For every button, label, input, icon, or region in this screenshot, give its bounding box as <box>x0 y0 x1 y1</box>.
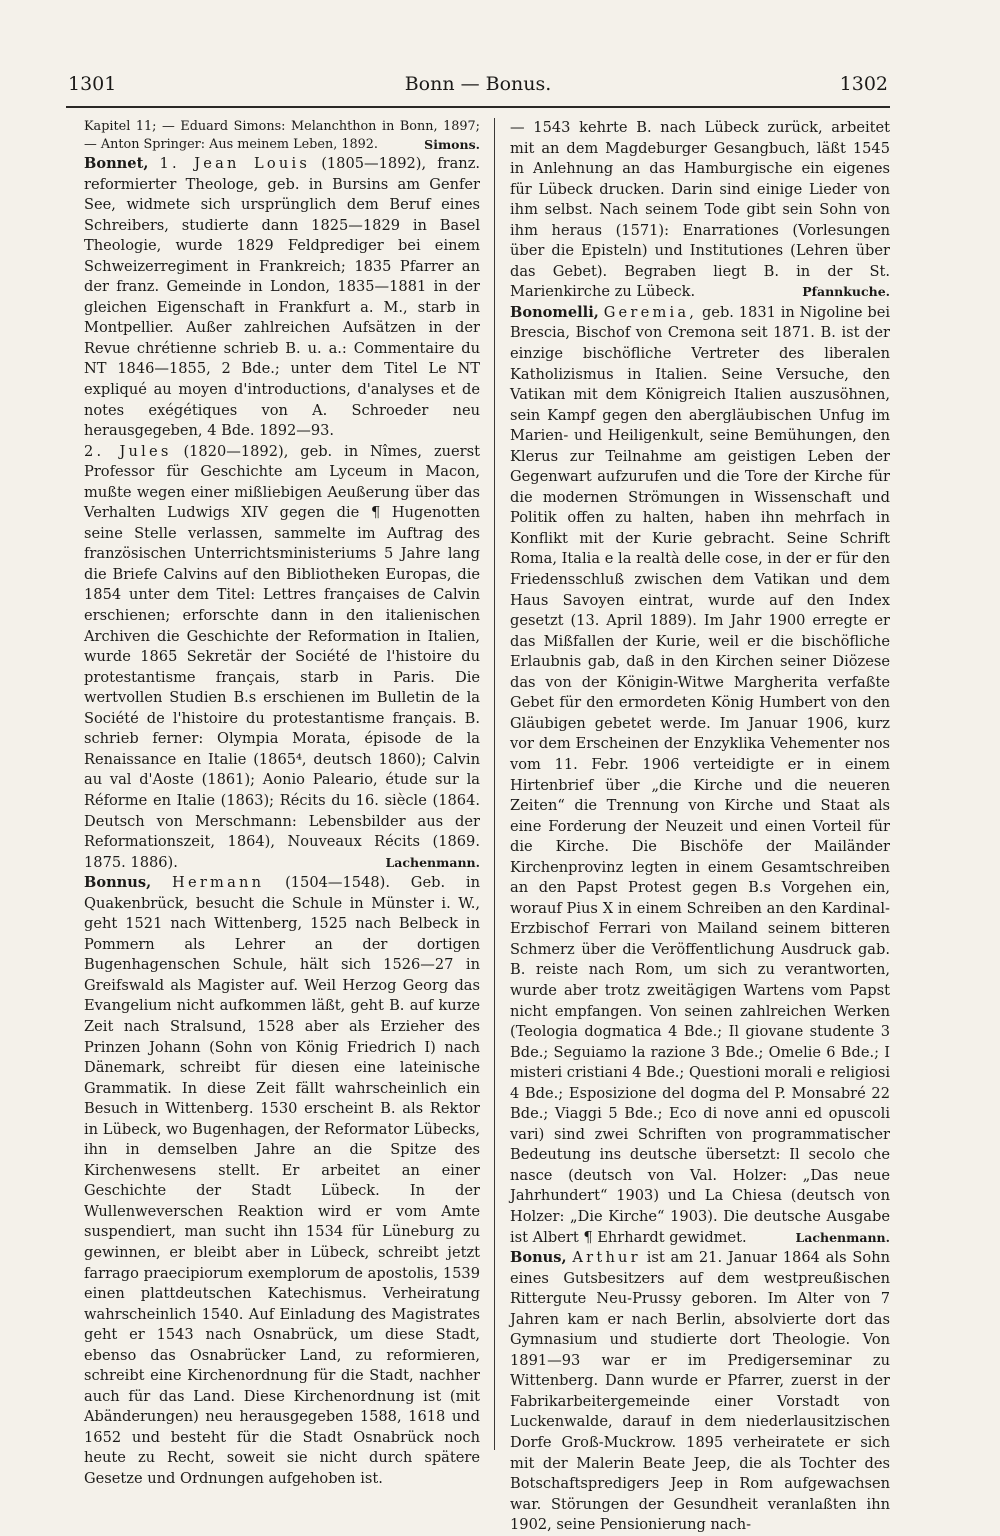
entry-name: Geremia, <box>603 303 698 321</box>
entry-bonnus-continued <box>510 118 890 303</box>
entry-text: (1820—1892), geb. in Nîmes, zuerst Professor für Geschichte am Lyceum in Macon, mußte wegen einer mißliebigen Aeußerung über das Verhalten Ludwigs XIV gegen die ¶ Hugenotten seine Stelle verlassen, sammelte im Auftrag des französischen Unterrichtsministeriums 5 Jahre lang die Briefe Calvins auf den Bibliotheken Europas, die 1854 unter dem Titel: Lettres françaises de Calvin erschienen; erforschte dann in den italienischen Archiven die Geschichte der Reformation in Italien, wurde 1865 Sekretär der Société de l'histoire du protestantisme français, starb in Paris. Die wertvollen Studien B.s erschienen im Bulletin de la Société de l'histoire du protestantisme français. B. schrieb ferner: Olympia Morata, épisode de la Renaissance en Italie (1865⁴, deutsch 1860); Calvin au val d'Aoste (1861); Aonio Paleario, étude sur la Réforme en Italie (1863); Récits du 16. siècle (1864. Deutsch von Merschmann: Lebensbilder aus der Reformationszeit, 1864), Nouveaux Récits (1869. 1875. 1886). <box>84 442 480 871</box>
bonn-bibliography-text: Kapitel 11; — Eduard Simons: Melanchthon in Bonn, 1897; — Anton Springer: Aus meinem Leben, 1892. <box>84 119 480 152</box>
author-signature: Pfannkuche. <box>802 284 890 300</box>
entry-name: 1. Jean Louis <box>159 155 311 172</box>
author-signature: Simons. <box>424 137 480 152</box>
running-title: Bonn — Bonus. <box>404 73 552 95</box>
author-signature: Lachenmann. <box>385 854 480 870</box>
entry-name: Arthur <box>572 1249 641 1267</box>
page-header <box>68 66 888 102</box>
left-column <box>84 118 480 1490</box>
bonn-bibliography <box>84 118 480 154</box>
entry-text: (1805—1892), franz. reformierter Theologe, geb. in Bursins am Genfer See, widmete sich ursprünglich dem Beruf eines Schreibers, studierte dann 1825—1829 in Basel Theologie, wurde 1829 Feldprediger bei einem Schweizerregiment in Frankreich; 1835 Pfarrer an der franz. Gemeinde in London, 1835—1881 in der gleichen Eigenschaft in Frankfurt a. M., starb in Montpellier. Außer zahlreichen Aufsätzen in der Revue chrétienne schrieb B. u. a.: Commentaire du NT 1846—1855, 2 Bde.; unter dem Titel Le NT expliqué au moyen d'introductions, d'analyses et de notes exégétiques von A. Schroeder neu herausgegeben, 4 Bde. 1892—93. <box>84 155 481 440</box>
header-rule <box>66 106 890 108</box>
author-signature: Lachenmann. <box>795 1229 890 1245</box>
entry-bonus <box>510 1248 890 1536</box>
right-column <box>510 118 890 1536</box>
left-page-number: 1301 <box>68 73 117 95</box>
entry-text: — 1543 kehrte B. nach Lübeck zurück, arbeitet mit an dem Magdeburger Gesangbuch, läßt 1545 in Anlehnung an das Hamburgische ein eigenes für Lübeck drucken. Darin sind einige Lieder von ihm selbst. Nach seinem Tode gibt sein Sohn von ihm heraus (1571): Enarrationes (Vorlesungen über die Episteln) und Institutiones (Lehren über das Gebet). Begraben liegt B. in der St. Marienkirche zu Lübeck. <box>510 119 890 301</box>
entry-bonnet-1 <box>84 154 480 442</box>
lemma-bonomelli: Bonomelli, <box>510 303 599 321</box>
entry-bonnet-2 <box>84 442 480 873</box>
entry-text: (1504—1548). Geb. in Quakenbrück, besucht die Schule in Münster i. W., geht 1521 nach Wittenberg, 1525 nach Belbeck in Pommern als Lehrer an der dortigen Bugenhagenschen Schule, hält sich 1526—27 in Greifswald als Magister auf. Weil Herzog Georg das Evangelium nicht aufkommen läßt, geht B. auf kurze Zeit nach Stralsund, 1528 aber als Erzieher des Prinzen Johann (Sohn von König Friedrich I) nach Dänemark, schreibt für diesen eine lateinische Grammatik. In diese Zeit fällt wahrscheinlich ein Besuch in Wittenberg. 1530 erscheint B. als Rektor in Lübeck, wo Bugenhagen, der Reformator Lübecks, ihn in demselben Jahre an die Spitze des Kirchenwesens stellt. Er arbeitet an einer Geschichte der Stadt Lübeck. In der Wullenweverschen Reaktion wird er vom Amte suspendiert, man sucht ihn 1534 für Lüneburg zu gewinnen, er bleibt aber in Lübeck, schreibt jetzt farrago praecipiorum exemplorum de apostolis, 1539 einen plattdeutschen Katechismus. Verheiratung wahrscheinlich 1540. Auf Einladung des Magistrates geht er 1543 nach Osnabrück, um diese Stadt, ebenso das Osnabrücker Land, zu reformieren, schreibt eine Kirchenordnung für die Stadt, nachher auch für das Land. Diese Kirchenordnung ist (mit Abänderungen) neu herausgegeben 1588, 1618 und 1652 und besteht für die Stadt Osnabrück noch heute zu Recht, soweit sie nicht durch spätere Gesetze und Ordnungen aufgehoben ist. <box>84 874 480 1487</box>
entry-bonomelli <box>510 303 890 1248</box>
lemma-bonus: Bonus, <box>510 1249 567 1267</box>
lemma-bonnet: Bonnet, <box>84 155 149 172</box>
entry-bonnus <box>84 873 480 1489</box>
entry-text: geb. 1831 in Nigoline bei Brescia, Bischof von Cremona seit 1871. B. ist der einzige bischöfliche Vertreter des liberalen Katholizismus in Italien. Seine Versuche, den Vatikan mit dem Königreich Italien auszusöhnen, sein Kampf gegen den abergläubischen Unfug im Marien- und Heiligenkult, seine Bemühungen, den Klerus zur Teilnahme am geistigen Leben der Gegenwart aufzurufen und die Tore der Kirche für die modernen Strömungen in Wissenschaft und Politik offen zu halten, haben ihn mehrfach in Konflikt mit der Kurie gebracht. Seine Schrift Roma, Italia e la realtà delle cose, in der er für den Friedensschluß zwischen dem Vatikan und dem Haus Savoyen eintrat, wurde auf den Index gesetzt (13. April 1889). Im Jahr 1900 erregte er das Mißfallen der Kurie, weil er die bischöfliche Erlaubnis gab, daß in den Kirchen seiner Diözese das von der Königin-Witwe Margherita verfaßte Gebet für den ermordeten König Humbert von den Gläubigen gebetet werde. Im Januar 1906, kurz vor dem Erscheinen der Enzyklika Vehementer nos vom 11. Febr. 1906 verteidigte er in einem Hirtenbrief über „die Kirche und die neueren Zeiten“ die Trennung von Kirche und Staat als eine Forderung der Neuzeit und einen Vorteil für die Kirche. Die Bischöfe der Mailänder Kirchenprovinz legten in einem Gesamtschreiben an den Papst Protest gegen B.s Vorgehen ein, worauf Pius X in einem Schreiben an den Kardinal-Erzbischof Ferrari von Mailand seinem bitteren Schmerz über die Veröffentlichung Ausdruck gab. B. reiste nach Rom, um sich zu verantworten, wurde aber trotz zweitägigen Wartens vom Papst nicht empfangen. Von seinen zahlreichen Werken (Teologia dogmatica 4 Bde.; Il giovane studente 3 Bde.; Seguiamo la razione 3 Bde.; Omelie 6 Bde.; I misteri cristiani 4 Bde.; Questioni morali e religiosi 4 Bde.; Esposizione del dogma del P. Monsabré 22 Bde.; Viaggi 5 Bde.; Eco di nove anni ed opuscoli vari) sind zwei Schriften von programmatischer Bedeutung ins deutsche übersetzt: Il secolo che nasce (deutsch von Val. Holzer: „Das neue Jahrhundert“ 1903) und La Chiesa (deutsch von Holzer: „Die Kirche“ 1903). Die deutsche Ausgabe ist Albert ¶ Ehrhardt gewidmet. <box>510 303 891 1246</box>
entry-name: Hermann <box>172 874 265 892</box>
right-page-number: 1302 <box>839 73 888 95</box>
column-divider <box>494 118 495 1450</box>
entry-name: 2. Jules <box>84 442 172 460</box>
entry-text: ist am 21. Januar 1864 als Sohn eines Gutsbesitzers auf dem westpreußischen Rittergute Neu-Prussy geboren. Im Alter von 7 Jahren kam er nach Berlin, absolvierte dort das Gymnasium und studierte dort Theologie. Von 1891—93 war er im Predigerseminar zu Wittenberg. Dann wurde er Pfarrer, zuerst in der Fabrikarbeitergemeinde einer Vorstadt von Luckenwalde, darauf in dem niederlausitzischen Dorfe Groß-Muckrow. 1895 verheiratete er sich mit der Malerin Beate Jeep, die als Tochter des Botschaftspredigers Jeep in Rom aufgewachsen war. Störungen der Gesundheit veranlaßten ihn 1902, seine Pensionierung nach- <box>510 1249 890 1534</box>
lemma-bonnus: Bonnus, <box>84 874 152 892</box>
